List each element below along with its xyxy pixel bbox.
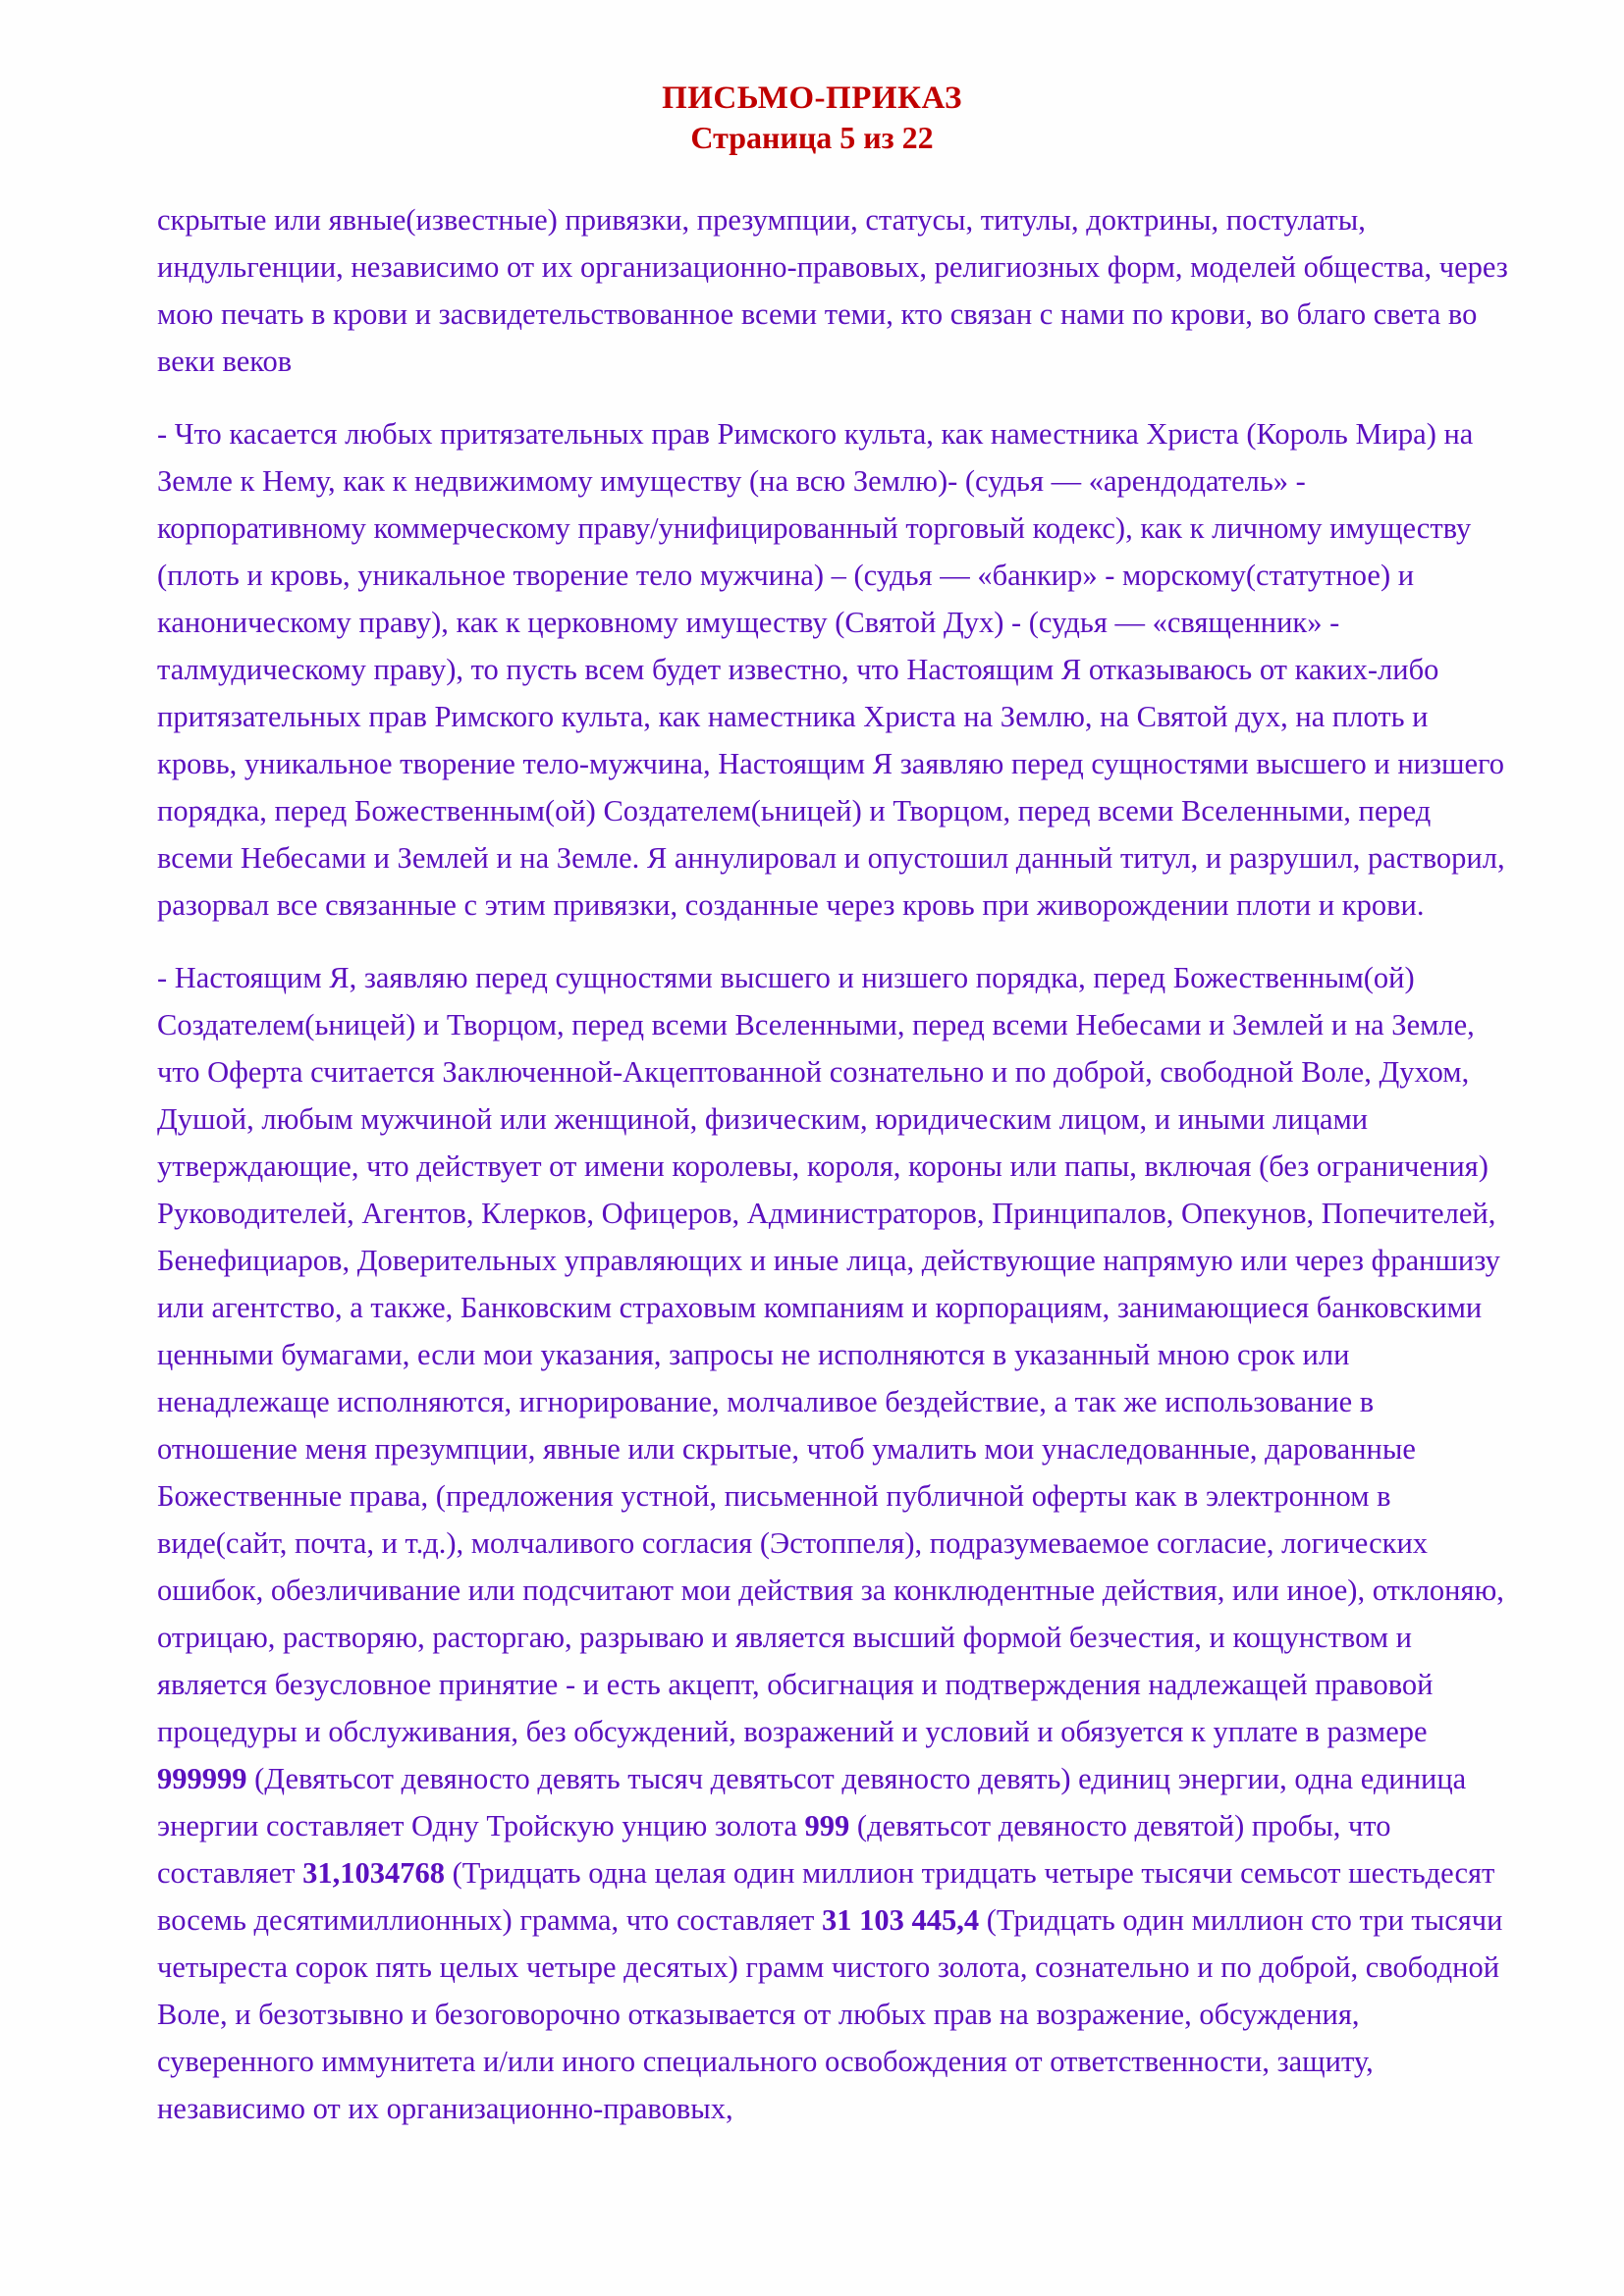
document-title: ПИСЬМО-ПРИКАЗ [662,80,962,116]
text-run: (Тридцать один миллион сто три тысячи четыреста сорок пять целых четыре десятых) грамм чистого золота, сознательно и по доброй, свободной Воле, и безотзывно и безоговорочно отказывается от любых прав на возражение, обсуждения, суверенного иммунитета и/или иного специального освобождения от ответственности, защиту, независимо от их организационно-правовых, [157,1903,1503,2125]
text-run: (Девятьсот девяносто девять тысяч девятьсот девяносто девять) единиц энергии, одна единица энергии составляет Одну Тройскую унцию золота [157,1762,1467,1842]
text-run: - Что касается любых притязательных прав Римского культа, как наместника Христа (Король Мира) на Земле к Нему, как к недвижимому имуществу (на всю Землю)- (судья — «арендодатель» - корпоративному коммерческому праву/унифицированный торговый кодекс), как к личному имуществу (плоть и кровь, уникальное творение тело мужчина) – (судья — «банкир» - морскому(статутное) и каноническому праву), как к церковному имуществу (Святой Дух) - (судья — «священник» - талмудическому праву), то пусть всем будет известно, что Настоящим Я отказываюсь от каких-либо притязательных прав Римского культа, как наместника Христа на Землю, на Святой дух, на плоть и кровь, уникальное творение тело-мужчина, Настоящим Я заявляю перед сущностями высшего и низшего порядка, перед Божественным(ой) Создателем(ьницей) и Творцом, перед всеми Вселенными, перед всеми Небесами и Землей и на Земле. Я аннулировал и опустошил данный титул, и разрушил, растворил, разорвал все связанные с этим привязки, созданные через кровь при живорождении плоти и крови. [157,417,1505,922]
body-paragraph-1 [157,196,1514,385]
page-number-label: Страница 5 из 22 [690,120,934,155]
text-run: (девятьсот девяносто девятой) пробы, что составляет [157,1809,1391,1890]
text-run: - Настоящим Я, заявляю перед сущностями высшего и низшего порядка, перед Божественным(ой) Создателем(ьницей) и Творцом, перед всеми Вселенными, перед всеми Небесами и Землей и на Земле, что Оферта считается Заключенной-Акцептованной сознательно и по доброй, свободной Воле, Духом, Душой, любым мужчиной или женщиной, физическим, юридическим лицом, и иными лицами утверждающие, что действует от имени королевы, короля, короны или папы, включая (без ограничения) Руководителей, Агентов, Клерков, Офицеров, Администраторов, Принципалов, Опекунов, Попечителей, Бенефициаров, Доверительных управляющих и иные лица, действующие напрямую или через франшизу или агентство, а также, Банковским страховым компаниям и корпорациям, занимающиеся банковскими ценными бумагами, если мои указания, запросы не исполняются в указанный мною срок или ненадлежаще исполняются, игнорирование, молчаливое бездействие, а так же использование в отношение меня презумпции, явные или скрытые, чтоб умалить мои унаследованные, дарованные Божественные права, (предложения устной, письменной публичной оферты как в электронном в виде(сайт, почта, и т.д.), молчаливого согласия (Эстоппеля), подразумеваемое согласие, логических ошибок, обезличивание или подсчитают мои действия за конклюдентные действия, или иное), отклоняю, отрицаю, растворяю, расторгаю, разрываю и является высший формой безчестия, и кощунством и является безусловное принятие - и есть акцепт, обсигнация и подтверждения надлежащей правовой процедуры и обслуживания, без обсуждений, возражений и условий и обязуется к уплате в размере [157,961,1504,1748]
emphasized-number: 999999 [157,1762,247,1795]
emphasized-number: 31,1034768 [302,1856,445,1890]
emphasized-number: 999 [804,1809,850,1842]
document-header [0,0,1624,157]
document-body [0,157,1624,2132]
body-paragraph-2 [157,410,1514,929]
text-run: (Тридцать одна целая один миллион тридцать четыре тысячи семьсот шестьдесят восемь десятимиллионных) грамма, что составляет [157,1856,1495,1937]
text-run: скрытые или явные(известные) привязки, презумпции, статусы, титулы, доктрины, постулаты, индульгенции, независимо от их организационно-правовых, религиозных форм, моделей общества, через мою печать в крови и засвидетельствованное всеми теми, кто связан с нами по крови, во благо света во веки веков [157,203,1508,378]
emphasized-number: 31 103 445,4 [822,1903,980,1937]
body-paragraph-3 [157,954,1514,2132]
